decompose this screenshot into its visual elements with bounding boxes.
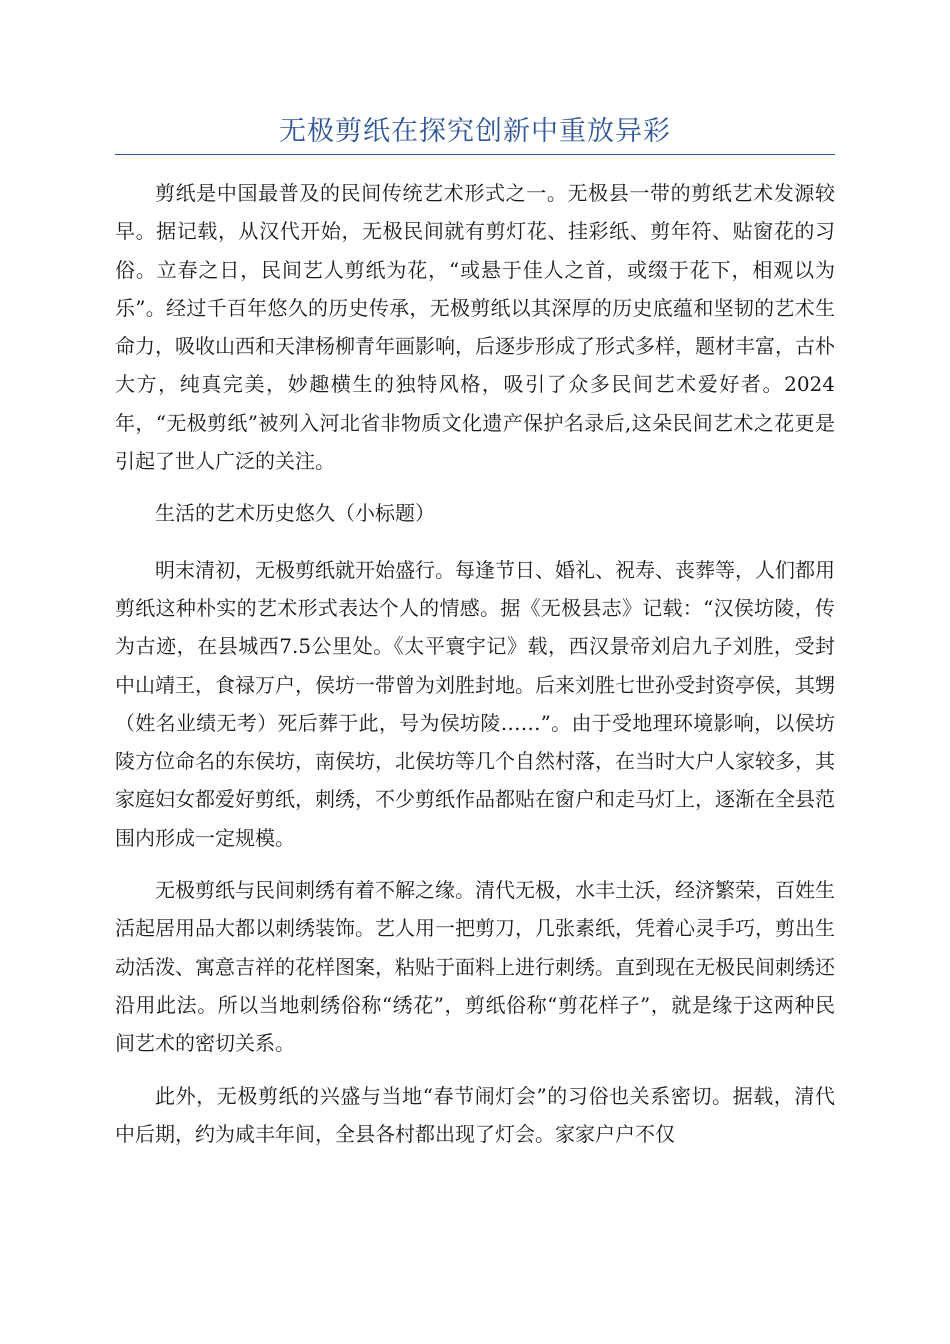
paragraph-embroidery: 无极剪纸与民间刺绣有着不解之缘。清代无极，水丰土沃，经济繁荣，百姓生活起居用品大都以刺绣装饰。艺人用一把剪刀，几张素纸，凭着心灵手巧，剪出生动活泼、寓意吉祥的花样图案，粘贴于面料上进行刺绣。直到现在无极民间刺绣还沿用此法。所以当地刺绣俗称“绣花”，剪纸俗称“剪花样子”，就是缘于这两种民间艺术的密切关系。: [115, 878, 835, 1056]
document-title: 无极剪纸在探究创新中重放异彩: [279, 116, 671, 147]
title-underline: [115, 154, 835, 155]
paragraph-intro: 剪纸是中国最普及的民间传统艺术形式之一。无极县一带的剪纸艺术发源较早。据记载，从汉代开始，无极民间就有剪灯花、挂彩纸、剪年符、贴窗花的习俗。立春之日，民间艺人剪纸为花，“或悬于佳人之首，或缀于花下，相观以为乐”。经过千百年悠久的历史传承，无极剪纸以其深厚的历史底蕴和坚韧的艺术生命力，吸收山西和天津杨柳青年画影响，后逐步形成了形式多样，题材丰富，古朴大方，纯真完美，妙趣横生的独特风格，吸引了众多民间艺术爱好者。2024年，“无极剪纸”被列入河北省非物质文化遗产保护名录后,这朵民间艺术之花更是引起了世人广泛的关注。: [115, 181, 835, 474]
document-body: [115, 174, 835, 1167]
paragraph-history: 明末清初，无极剪纸就开始盛行。每逢节日、婚礼、祝寿、丧葬等，人们都用剪纸这种朴实的艺术形式表达个人的情感。据《无极县志》记载：“汉侯坊陵，传为古迹，在县城西7.5公里处。《太平寰宇记》载，西汉景帝刘启九子刘胜，受封中山靖王，食禄万户，侯坊一带曾为刘胜封地。后来刘胜七世孙受封资亭侯，其甥（姓名业绩无考）死后葬于此，号为侯坊陵……”。由于受地理环境影响，以侯坊陵方位命名的东侯坊，南侯坊，北侯坊等几个自然村落，在当时大户人家较多，其家庭妇女都爱好剪纸，刺绣，不少剪纸作品都贴在窗户和走马灯上，逐渐在全县范围内形成一定规模。: [115, 557, 835, 850]
paragraph-lantern-festival: 此外，无极剪纸的兴盛与当地“春节闹灯会”的习俗也关系密切。据载，清代中后期，约为咸丰年间，全县各村都出现了灯会。家家户户不仅: [115, 1083, 835, 1146]
section-subheading: 生活的艺术历史悠久（小标题）: [155, 501, 435, 526]
